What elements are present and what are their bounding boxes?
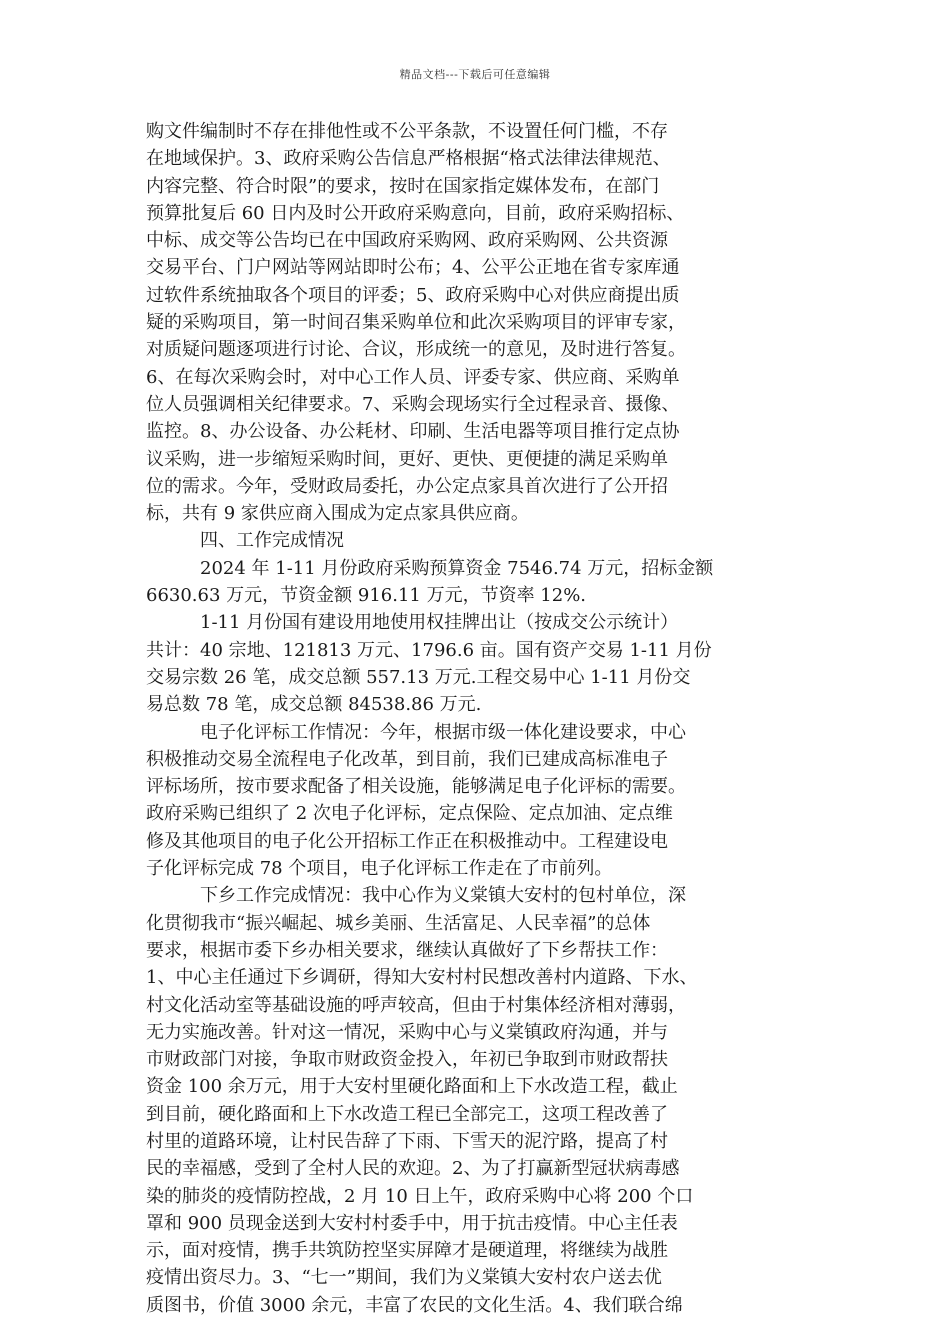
text-line: 下乡工作完成情况：我中心作为义棠镇大安村的包村单位，深 [200,885,686,907]
text-line: 1-11 月份国有建设用地使用权挂牌出让（按成交公示统计） [200,612,679,634]
text-line: 要求，根据市委下乡办相关要求，继续认真做好了下乡帮扶工作： [146,939,668,961]
text-line: 内容完整、符合时限”的要求，按时在国家指定媒体发布，在部门 [146,175,660,197]
text-line: 染的肺炎的疫情防控战，2 月 10 日上午，政府采购中心将 200 个口 [146,1185,694,1207]
text-line: 交易平台、门户网站等网站即时公布；4、公平公正地在省专家库通 [146,257,680,279]
page-header: 精品文档---下载后可任意编辑 [399,68,551,81]
text-line: 村里的道路环境，让村民告辞了下雨、下雪天的泥泞路，提高了村 [146,1130,668,1152]
text-line: 四、工作完成情况 [200,530,344,552]
text-line: 位的需求。今年，受财政局委托，办公定点家具首次进行了公开招 [146,475,668,497]
text-line: 1、中心主任通过下乡调研，得知大安村村民想改善村内道路、下水、 [146,967,698,989]
text-line: 位人员强调相关纪律要求。7、采购会现场实行全过程录音、摄像、 [146,393,680,415]
text-line: 无力实施改善。针对这一情况，采购中心与义棠镇政府沟通，并与 [146,1021,668,1043]
text-line: 疫情出资尽力。3、“七一”期间，我们为义棠镇大安村农户送去优 [146,1267,662,1289]
text-line: 政府采购已组织了 2 次电子化评标，定点保险、定点加油、定点维 [146,803,673,825]
text-line: 示，面对疫情，携手共筑防控坚实屏障才是硬道理，将继续为战胜 [146,1240,668,1262]
text-line: 子化评标完成 78 个项目，电子化评标工作走在了市前列。 [146,858,613,880]
text-line: 村文化活动室等基础设施的呼声较高，但由于村集体经济相对薄弱， [146,994,686,1016]
text-line: 评标场所，按市要求配备了相关设施，能够满足电子化评标的需要。 [146,776,686,798]
text-line: 共计：40 宗地、121813 万元、1796.6 亩。国有资产交易 1-11 月份 [146,639,712,661]
text-line: 罩和 900 员现金送到大安村村委手中，用于抗击疫情。中心主任表 [146,1212,678,1234]
text-line: 6630.63 万元，节资金额 916.11 万元，节资率 12%. [146,585,587,607]
text-line: 电子化评标工作情况：今年，根据市级一体化建设要求，中心 [200,721,686,743]
text-line: 化贯彻我市“振兴崛起、城乡美丽、生活富足、人民幸福”的总体 [146,912,651,934]
text-line: 过软件系统抽取各个项目的评委；5、政府采购中心对供应商提出质 [146,284,680,306]
text-line: 预算批复后 60 日内及时公开政府采购意向，目前，政府采购招标、 [146,202,685,224]
text-line: 标，共有 9 家供应商入围成为定点家具供应商。 [146,503,529,525]
text-line: 积极推动交易全流程电子化改革，到目前，我们已建成高标准电子 [146,748,668,770]
text-line: 议采购，进一步缩短采购时间，更好、更快、更便捷的满足采购单 [146,448,668,470]
text-line: 交易宗数 26 笔，成交总额 557.13 万元.工程交易中心 1-11 月份交 [146,666,691,688]
text-line: 修及其他项目的电子化公开招标工作正在积极推动中。工程建设电 [146,830,668,852]
text-line: 在地域保护。3、政府采购公告信息严格根据“格式法律法律规范、 [146,148,671,170]
text-line: 易总数 78 笔，成交总额 84538.86 万元. [146,694,482,716]
text-line: 疑的采购项目，第一时间召集采购单位和此次采购项目的评审专家， [146,312,686,334]
text-line: 市财政部门对接，争取市财政资金投入，年初已争取到市财政帮扶 [146,1049,668,1071]
document-body [146,118,830,1319]
text-line: 中标、成交等公告均已在中国政府采购网、政府采购网、公共资源 [146,230,668,252]
text-line: 6、在每次采购会时，对中心工作人员、评委专家、供应商、采购单 [146,366,680,388]
text-line: 资金 100 余万元，用于大安村里硬化路面和上下水改造工程，截止 [146,1076,678,1098]
text-line: 民的幸福感，受到了全村人民的欢迎。2、为了打赢新型冠状病毒感 [146,1158,680,1180]
text-line: 质图书，价值 3000 余元，丰富了农民的文化生活。4、我们联合绵 [146,1294,683,1316]
text-line: 监控。8、办公设备、办公耗材、印刷、生活电器等项目推行定点协 [146,421,680,443]
text-line: 对质疑问题逐项进行讨论、合议，形成统一的意见，及时进行答复。 [146,339,686,361]
text-line: 到目前，硬化路面和上下水改造工程已全部完工，这项工程改善了 [146,1103,668,1125]
text-line: 2024 年 1-11 月份政府采购预算资金 7546.74 万元，招标金额 [200,557,714,579]
text-line: 购文件编制时不存在排他性或不公平条款，不设置任何门槛，不存 [146,121,668,142]
